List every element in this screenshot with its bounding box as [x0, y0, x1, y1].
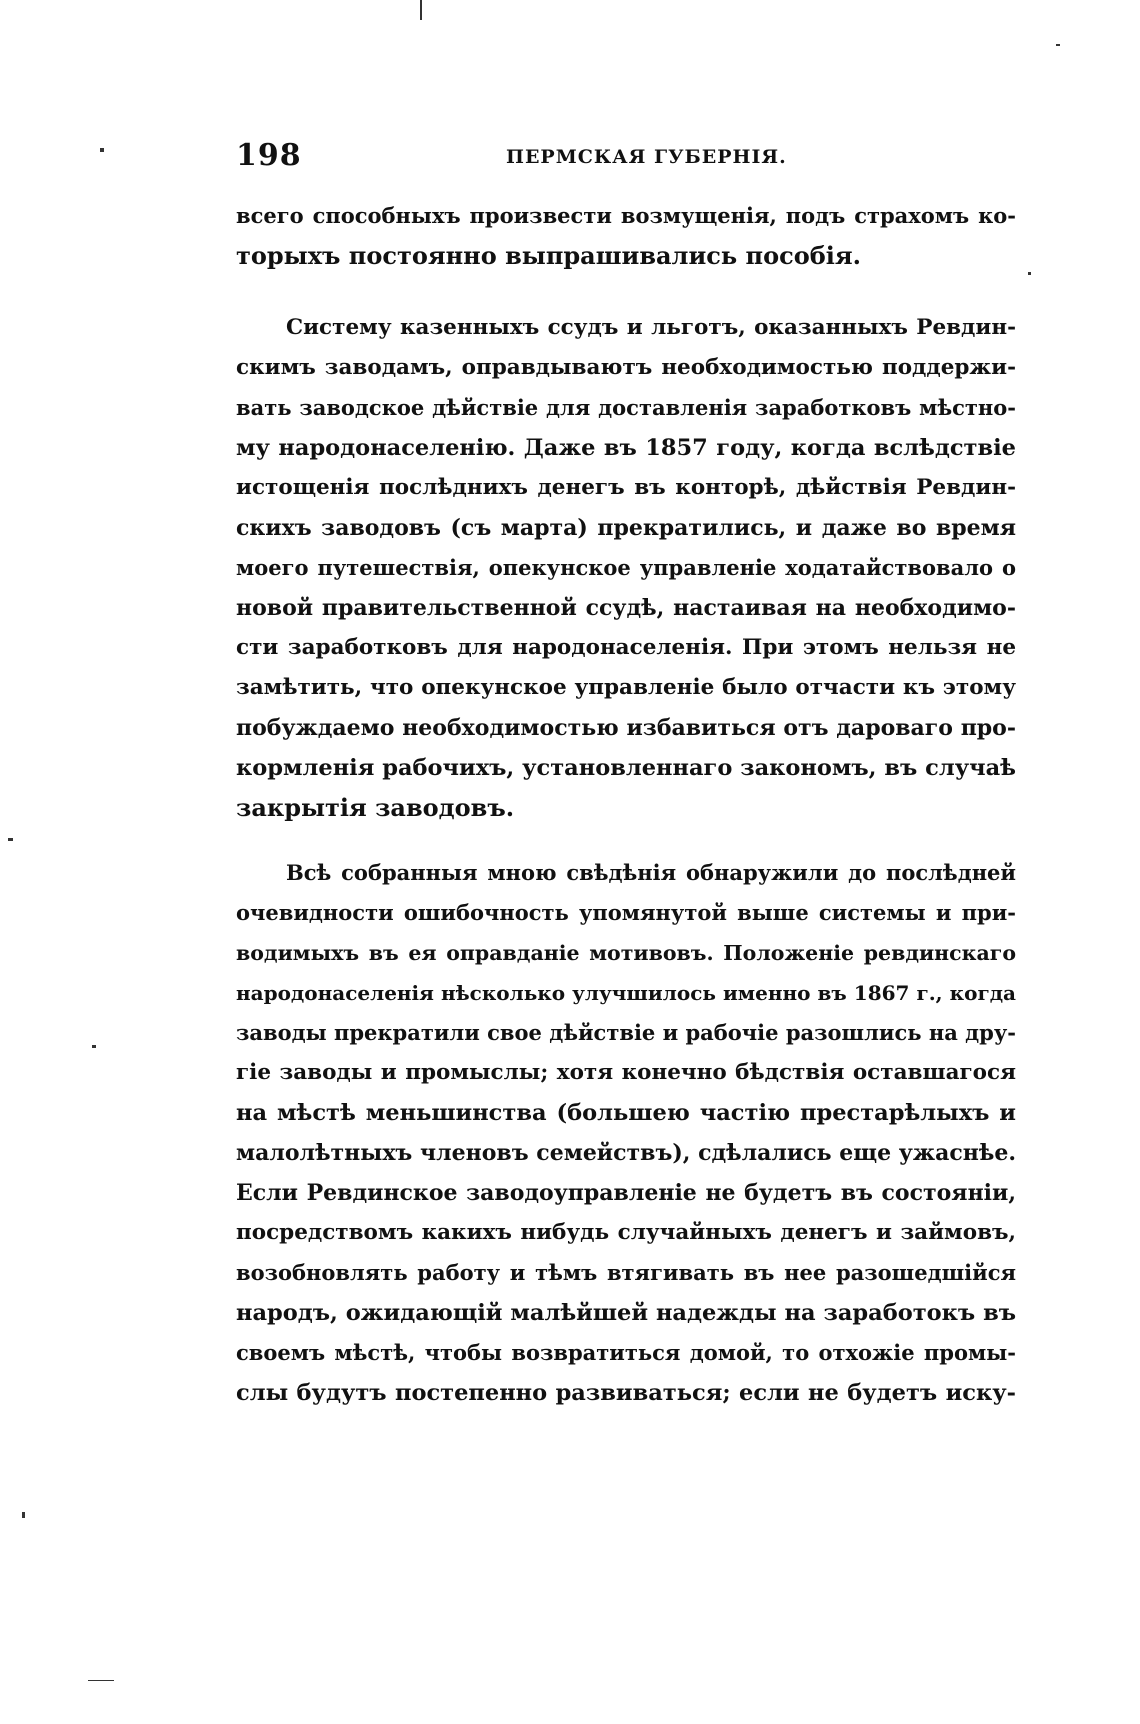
paragraph-1: [236, 196, 1016, 276]
scan-speck: [22, 1512, 25, 1518]
text-line: моего путешествія, опекунское управленіе ходатайствовало о: [236, 555, 1016, 580]
body-text: [236, 196, 1016, 1438]
text-line: новой правительственной ссудѣ, настаивая на необходимо-: [236, 595, 1016, 621]
text-line: народонаселенія нѣсколько улучшилось именно въ 1867 г., когда: [236, 981, 1016, 1005]
text-line: своемъ мѣстѣ, чтобы возвратиться домой, то отхожіе промы-: [236, 1340, 1016, 1365]
text-line: Если Ревдинское заводоуправленіе не будетъ въ состояніи,: [236, 1180, 1016, 1206]
running-title: ПЕРМСКАЯ ГУБЕРНІЯ.: [506, 146, 787, 168]
text-line: возобновлять работу и тѣмъ втягивать въ нее разошедшійся: [236, 1260, 1016, 1285]
running-head: [236, 138, 1016, 178]
paragraph-3: [236, 853, 1016, 1413]
text-line: гіе заводы и промыслы; хотя конечно бѣдствія оставшагося: [236, 1060, 1016, 1085]
text-line: побуждаемо необходимостью избавиться отъ дароваго про-: [236, 715, 1016, 741]
scan-speck: [420, 0, 422, 20]
text-line: торыхъ постоянно выпрашивались пособія.: [236, 241, 861, 270]
scan-speck: [88, 1680, 114, 1681]
text-line: Систему казенныхъ ссудъ и льготъ, оказанныхъ Ревдин-: [286, 315, 1016, 340]
text-line: на мѣстѣ меньшинства (большею частію престарѣлыхъ и: [236, 1100, 1016, 1126]
text-line: скимъ заводамъ, оправдываютъ необходимостью поддержи-: [236, 355, 1016, 380]
text-line: водимыхъ въ ея оправданіе мотивовъ. Положеніе ревдинскаго: [236, 941, 1016, 965]
text-line: малолѣтныхъ членовъ семействъ), сдѣлались еще ужаснѣе.: [236, 1140, 1016, 1166]
text-line: всего способныхъ произвести возмущенія, подъ страхомъ ко-: [236, 203, 1016, 228]
text-line: заводы прекратили свое дѣйствіе и рабочіе разошлись на дру-: [236, 1020, 1016, 1045]
text-line: закрытія заводовъ.: [236, 793, 515, 822]
text-line: истощенія послѣднихъ денегъ въ конторѣ, дѣйствія Ревдин-: [236, 475, 1016, 500]
scan-speck: [8, 838, 13, 841]
page-number: 198: [236, 138, 302, 173]
text-line: му народонаселенію. Даже въ 1857 году, когда вслѣдствіе: [236, 435, 1016, 461]
text-line: Всѣ собранныя мною свѣдѣнія обнаружили до послѣдней: [286, 860, 1016, 885]
scan-speck: [100, 148, 104, 152]
text-line: очевидности ошибочность упомянутой выше системы и при-: [236, 900, 1016, 925]
text-line: народъ, ожидающій малѣйшей надежды на заработокъ въ: [236, 1300, 1016, 1326]
scan-speck: [92, 1045, 96, 1048]
text-line: сти заработковъ для народонаселенія. При этомъ нельзя не: [236, 635, 1016, 660]
text-line: вать заводское дѣйствіе для доставленія заработковъ мѣстно-: [236, 395, 1016, 420]
text-line: скихъ заводовъ (съ марта) прекратились, и даже во время: [236, 515, 1016, 541]
text-line: слы будутъ постепенно развиваться; если не будетъ иску-: [236, 1380, 1016, 1406]
scan-speck: [1056, 44, 1060, 46]
text-line: кормленія рабочихъ, установленнаго закономъ, въ случаѣ: [236, 755, 1016, 781]
text-line: посредствомъ какихъ нибудь случайныхъ денегъ и займовъ,: [236, 1220, 1016, 1245]
text-line: замѣтить, что опекунское управленіе было отчасти къ этому: [236, 675, 1016, 700]
scan-speck: [1028, 272, 1031, 275]
paragraph-2: [236, 308, 1016, 828]
